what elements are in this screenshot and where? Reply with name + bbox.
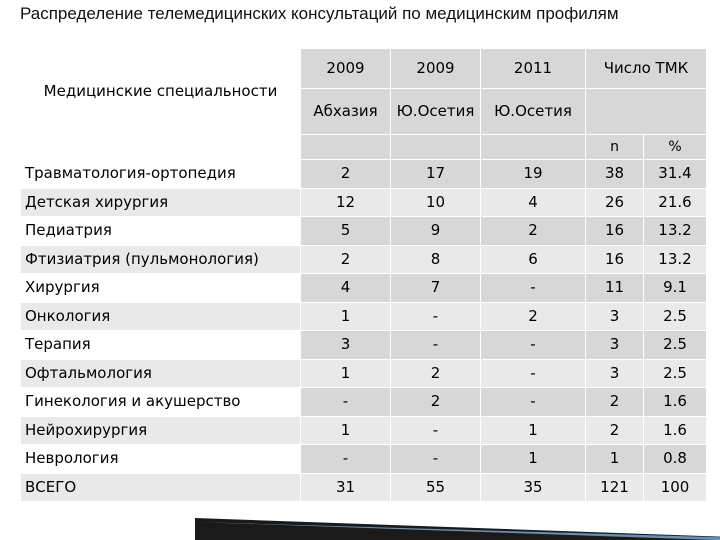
- south-ossetia-2009-value: 7: [391, 274, 481, 303]
- units-blank: [21, 135, 301, 160]
- south-ossetia-2009-value: -: [391, 302, 481, 331]
- n-header: n: [586, 135, 644, 160]
- tmk-count-value: 2: [586, 416, 644, 445]
- tmk-count-value: 16: [586, 217, 644, 246]
- tmk-percent-value: 100: [644, 473, 707, 502]
- table-row: [21, 331, 707, 360]
- south-ossetia-2011-value: -: [481, 331, 586, 360]
- year-header-1: 2009: [301, 49, 391, 89]
- tmk-percent-value: 2.5: [644, 331, 707, 360]
- table-row: [21, 388, 707, 417]
- south-ossetia-2009-value: -: [391, 416, 481, 445]
- south-ossetia-2011-value: -: [481, 274, 586, 303]
- header-row-years: [21, 49, 707, 89]
- abkhazia-2009-value: 12: [301, 188, 391, 217]
- abkhazia-2009-value: 3: [301, 331, 391, 360]
- abkhazia-2009-value: 4: [301, 274, 391, 303]
- specialty-name: Офтальмология: [21, 359, 301, 388]
- tmk-count-value: 1: [586, 445, 644, 474]
- south-ossetia-2011-value: 4: [481, 188, 586, 217]
- specialty-name: Педиатрия: [21, 217, 301, 246]
- tmk-count-value: 2: [586, 388, 644, 417]
- region-header-1: Абхазия: [301, 89, 391, 135]
- south-ossetia-2009-value: 9: [391, 217, 481, 246]
- south-ossetia-2009-value: 8: [391, 245, 481, 274]
- south-ossetia-2011-value: 6: [481, 245, 586, 274]
- units-blank-2: [391, 135, 481, 160]
- table-row: [21, 217, 707, 246]
- tmk-percent-value: 0.8: [644, 445, 707, 474]
- table-row: [21, 245, 707, 274]
- specialty-name: Неврология: [21, 445, 301, 474]
- year-header-2: 2009: [391, 49, 481, 89]
- tmk-count-value: 3: [586, 331, 644, 360]
- tmk-percent-value: 1.6: [644, 416, 707, 445]
- consultations-table-container: [20, 48, 706, 502]
- table-row: [21, 473, 707, 502]
- pct-header: %: [644, 135, 707, 160]
- south-ossetia-2011-value: 35: [481, 473, 586, 502]
- abkhazia-2009-value: 2: [301, 245, 391, 274]
- south-ossetia-2009-value: -: [391, 331, 481, 360]
- specialty-name: Нейрохирургия: [21, 416, 301, 445]
- south-ossetia-2009-value: -: [391, 445, 481, 474]
- south-ossetia-2009-value: 2: [391, 388, 481, 417]
- tmk-percent-value: 2.5: [644, 302, 707, 331]
- south-ossetia-2009-value: 10: [391, 188, 481, 217]
- south-ossetia-2009-value: 2: [391, 359, 481, 388]
- specialty-name: Терапия: [21, 331, 301, 360]
- tmk-count-header: Число ТМК: [586, 49, 707, 89]
- table-row: [21, 416, 707, 445]
- tmk-count-value: 11: [586, 274, 644, 303]
- tmk-subheader-blank: [586, 89, 707, 135]
- tmk-count-value: 38: [586, 160, 644, 189]
- abkhazia-2009-value: 2: [301, 160, 391, 189]
- table-row: [21, 302, 707, 331]
- south-ossetia-2009-value: 55: [391, 473, 481, 502]
- abkhazia-2009-value: 5: [301, 217, 391, 246]
- abkhazia-2009-value: 1: [301, 302, 391, 331]
- units-blank-3: [481, 135, 586, 160]
- specialty-name: Хирургия: [21, 274, 301, 303]
- specialty-name: ВСЕГО: [21, 473, 301, 502]
- consultations-table: [20, 48, 707, 502]
- region-header-3: Ю.Осетия: [481, 89, 586, 135]
- specialty-name: Фтизиатрия (пульмонология): [21, 245, 301, 274]
- tmk-percent-value: 21.6: [644, 188, 707, 217]
- table-row: [21, 445, 707, 474]
- abkhazia-2009-value: 1: [301, 359, 391, 388]
- tmk-count-value: 121: [586, 473, 644, 502]
- table-row: [21, 359, 707, 388]
- south-ossetia-2011-value: 2: [481, 217, 586, 246]
- year-header-3: 2011: [481, 49, 586, 89]
- south-ossetia-2009-value: 17: [391, 160, 481, 189]
- abkhazia-2009-value: -: [301, 445, 391, 474]
- specialty-header: Медицинские специальности: [21, 49, 301, 135]
- tmk-count-value: 16: [586, 245, 644, 274]
- south-ossetia-2011-value: -: [481, 359, 586, 388]
- table-row: [21, 274, 707, 303]
- header-row-units: [21, 135, 707, 160]
- tmk-count-value: 3: [586, 302, 644, 331]
- specialty-name: Детская хирургия: [21, 188, 301, 217]
- south-ossetia-2011-value: 1: [481, 416, 586, 445]
- specialty-name: Гинекология и акушерство: [21, 388, 301, 417]
- units-blank-1: [301, 135, 391, 160]
- page-title: Распределение телемедицинских консультаций по медицинским профилям: [20, 4, 619, 23]
- south-ossetia-2011-value: -: [481, 388, 586, 417]
- tmk-percent-value: 13.2: [644, 217, 707, 246]
- tmk-percent-value: 9.1: [644, 274, 707, 303]
- table-row: [21, 188, 707, 217]
- specialty-name: Травматология-ортопедия: [21, 160, 301, 189]
- abkhazia-2009-value: 1: [301, 416, 391, 445]
- tmk-count-value: 26: [586, 188, 644, 217]
- tmk-percent-value: 13.2: [644, 245, 707, 274]
- abkhazia-2009-value: -: [301, 388, 391, 417]
- decorative-stripe: [195, 518, 720, 540]
- south-ossetia-2011-value: 2: [481, 302, 586, 331]
- specialty-name: Онкология: [21, 302, 301, 331]
- tmk-count-value: 3: [586, 359, 644, 388]
- abkhazia-2009-value: 31: [301, 473, 391, 502]
- south-ossetia-2011-value: 1: [481, 445, 586, 474]
- south-ossetia-2011-value: 19: [481, 160, 586, 189]
- tmk-percent-value: 1.6: [644, 388, 707, 417]
- tmk-percent-value: 2.5: [644, 359, 707, 388]
- table-row: [21, 160, 707, 189]
- tmk-percent-value: 31.4: [644, 160, 707, 189]
- region-header-2: Ю.Осетия: [391, 89, 481, 135]
